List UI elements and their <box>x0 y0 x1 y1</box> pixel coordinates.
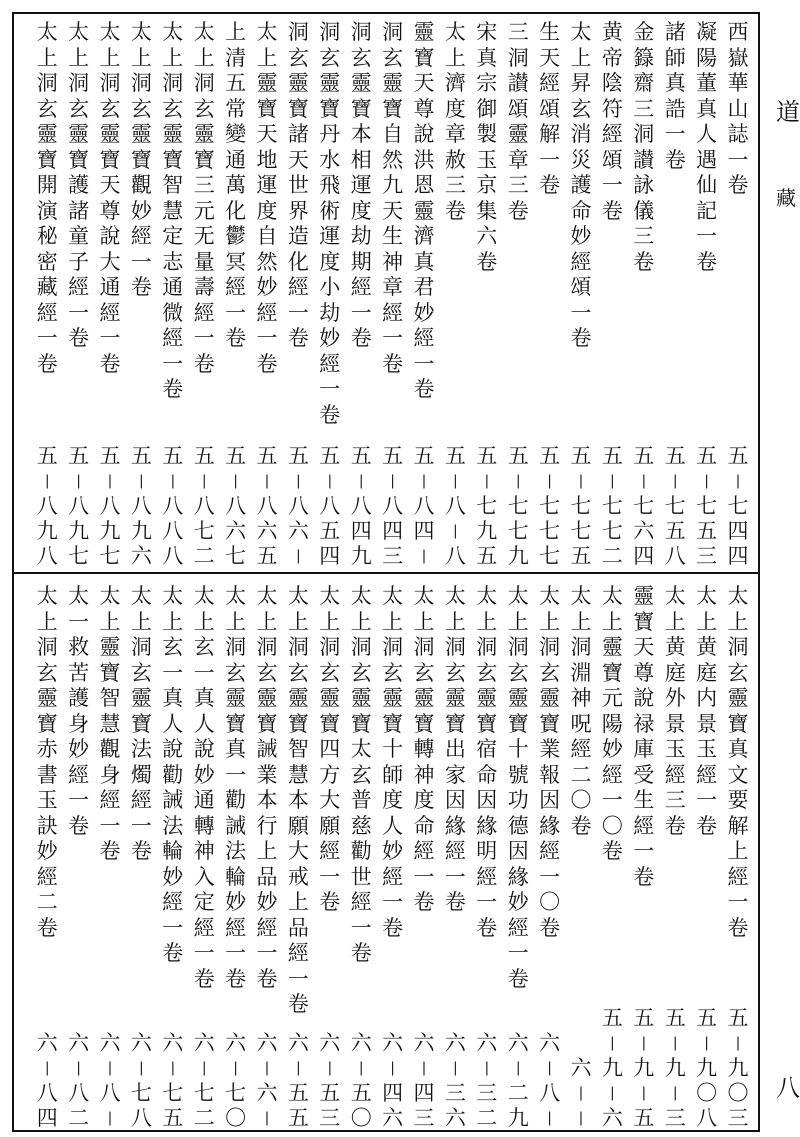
top-entry-page: 五 | 八 九 六 <box>130 444 152 568</box>
bottom-entry-title: 太 上 洞 玄 靈 寶 法 燭 經 一 卷 <box>130 584 152 863</box>
bottom-entry-title: 太 上 洞 玄 靈 寶 誡 業 本 行 上 品 妙 經 一 卷 <box>256 584 278 991</box>
top-entry-title: 金 籙 齋 三 洞 讃 詠 儀 三 卷 <box>633 20 655 274</box>
top-entry-title: 太 上 昇 玄 消 災 護 命 妙 經 頌 一 卷 <box>570 20 592 350</box>
bottom-entry-title: 太 上 洞 玄 靈 寶 赤 書 玉 訣 妙 經 二 卷 <box>36 584 58 940</box>
bottom-entry-title: 太 上 洞 玄 靈 寶 轉 神 度 命 經 一 卷 <box>413 584 435 914</box>
bottom-entry-page: 六 | 八 | <box>539 1031 561 1126</box>
bottom-entry-title: 太 上 玄 一 真 人 說 妙 通 轉 神 入 定 經 一 卷 <box>193 584 215 991</box>
bottom-entry-title: 靈 寶 天 尊 說 禄 庫 受 生 經 一 卷 <box>633 584 655 889</box>
top-entry-title: 西 嶽 華 山 誌 一 卷 <box>727 20 749 197</box>
top-entry-page: 五 | 八 七 二 <box>193 444 215 568</box>
top-entry-title: 三 洞 讃 頌 靈 章 三 卷 <box>507 20 529 223</box>
top-entry-title: 太 上 洞 玄 靈 寶 觀 妙 經 一 卷 <box>130 20 152 299</box>
top-entry-title: 諸 師 真 誥 一 卷 <box>664 20 686 172</box>
bottom-entry-page: 六 | 五 〇 <box>350 1031 372 1130</box>
bottom-entry-title: 太 上 洞 玄 靈 寶 業 報 因 緣 經 一 〇 卷 <box>539 584 561 940</box>
bottom-entry-title: 太 上 黄 庭 内 景 玉 經 一 卷 <box>696 584 718 838</box>
bottom-entry-page: 六 | 七 八 <box>130 1031 152 1130</box>
top-entry-page: 五 | 七 七 七 <box>539 444 561 568</box>
bottom-entry-page: 六 | 三 二 <box>476 1031 498 1130</box>
bottom-entry-page: 六 | 八 四 <box>36 1031 58 1130</box>
page-number-text: 八 <box>776 1074 800 1102</box>
top-entry-page: 五 | 八 | 八 <box>444 444 466 568</box>
bottom-entry-page: 六 | 七 二 <box>193 1031 215 1130</box>
top-entry-title: 洞 玄 靈 寶 本 相 運 度 劫 期 經 一 卷 <box>350 20 372 350</box>
top-entry-page: 五 | 七 四 四 <box>727 444 749 568</box>
bottom-entry-title: 太 一 救 苦 護 身 妙 經 一 卷 <box>68 584 90 838</box>
top-entry-title: 生 天 經 頌 解 一 卷 <box>539 20 561 197</box>
top-entry-page: 五 | 七 七 二 <box>601 444 623 568</box>
bottom-entry-title: 太 上 洞 玄 靈 寶 智 慧 本 願 大 戒 上 品 經 一 卷 <box>287 584 309 1016</box>
top-entry-title: 凝 陽 董 真 人 遇 仙 記 一 卷 <box>696 20 718 274</box>
bottom-entry-page: 五 | 九 〇 八 <box>696 1006 718 1130</box>
margin-char: 藏 <box>776 186 796 210</box>
top-entry-title: 洞 玄 靈 寶 自 然 九 天 生 神 章 經 一 卷 <box>382 20 404 376</box>
top-entry-page: 五 | 八 六 | <box>287 444 309 564</box>
bottom-entry-page: 六 | 三 六 <box>444 1031 466 1130</box>
top-entry-page: 五 | 七 七 五 <box>570 444 592 568</box>
page-number <box>776 1068 800 1103</box>
top-entry-title: 太 上 靈 寶 天 地 運 度 自 然 妙 經 一 卷 <box>256 20 278 376</box>
bottom-entry-title: 太 上 洞 玄 靈 寶 十 號 功 德 因 緣 妙 經 一 卷 <box>507 584 529 991</box>
top-entry-page: 五 | 七 七 九 <box>507 444 529 568</box>
bottom-entry-page: 五 | 九 | 三 <box>664 1006 686 1130</box>
bottom-entry-title: 太 上 洞 玄 靈 寶 太 玄 普 慈 勸 世 經 一 卷 <box>350 584 372 965</box>
bottom-entry-title: 太 上 玄 一 真 人 說 勸 誡 法 輪 妙 經 一 卷 <box>162 584 184 965</box>
top-entry-title: 黄 帝 陰 符 經 頌 一 卷 <box>601 20 623 223</box>
bottom-entry-page: 六 | 八 | <box>99 1031 121 1126</box>
margin-label-zang <box>776 182 796 211</box>
bottom-entry-page: 六 | 四 三 <box>413 1031 435 1130</box>
top-entry-title: 太 上 洞 玄 靈 寶 開 演 秘 密 藏 經 一 卷 <box>36 20 58 376</box>
bottom-entry-page: 六 | 二 九 <box>507 1031 529 1130</box>
top-entry-title: 太 上 洞 玄 靈 寶 護 諸 童 子 經 一 卷 <box>68 20 90 350</box>
bottom-entry-page: 六 | 七 五 <box>162 1031 184 1130</box>
top-entry-page: 五 | 八 五 四 <box>319 444 341 568</box>
bottom-entry-page: 五 | 九 | 五 <box>633 1006 655 1130</box>
bottom-entry-title: 太 上 洞 淵 神 呪 經 二 〇 卷 <box>570 584 592 838</box>
bottom-entry-title: 太 上 洞 玄 靈 寶 四 方 大 願 經 一 卷 <box>319 584 341 914</box>
top-entry-page: 五 | 七 五 八 <box>664 444 686 568</box>
top-entry-title: 宋 真 宗 御 製 玉 京 集 六 卷 <box>476 20 498 274</box>
bottom-entry-page: 六 | 七 〇 <box>225 1031 247 1130</box>
bottom-entry-title: 太 上 黄 庭 外 景 玉 經 三 卷 <box>664 584 686 838</box>
top-entry-page: 五 | 八 四 三 <box>382 444 404 568</box>
bottom-entry-page: 五 | 九 | 六 <box>601 1006 623 1130</box>
bottom-entry-page: 六 | 六 | <box>256 1031 278 1126</box>
bottom-entry-title: 太 上 靈 寶 智 慧 觀 身 經 一 卷 <box>99 584 121 863</box>
bottom-entry-title: 太 上 洞 玄 靈 寶 十 師 度 人 妙 經 一 卷 <box>382 584 404 940</box>
top-entry-page: 五 | 八 六 七 <box>225 444 247 568</box>
bottom-entry-title: 太 上 洞 玄 靈 寶 真 一 勸 誡 法 輪 妙 經 一 卷 <box>225 584 247 991</box>
top-entry-page: 五 | 八 九 七 <box>99 444 121 568</box>
bottom-entry-title: 太 上 洞 玄 靈 寶 出 家 因 緣 經 一 卷 <box>444 584 466 914</box>
bottom-entry-page: 五 | 九 〇 三 <box>727 1006 749 1130</box>
top-entry-title: 太 上 洞 玄 靈 寶 三 元 无 量 壽 經 一 卷 <box>193 20 215 376</box>
top-entry-page: 五 | 八 八 八 <box>162 444 184 568</box>
bottom-entry-page: 六 | 五 三 <box>319 1031 341 1130</box>
top-entry-title: 洞 玄 靈 寶 丹 水 飛 術 運 度 小 劫 妙 經 一 卷 <box>319 20 341 427</box>
bottom-entry-title: 太 上 洞 玄 靈 寶 宿 命 因 緣 明 經 一 卷 <box>476 584 498 940</box>
top-entry-page: 五 | 八 九 八 <box>36 444 58 568</box>
top-entry-page: 五 | 八 四 | <box>413 444 435 564</box>
bottom-entry-page: 六 | | <box>570 1056 592 1126</box>
top-entry-title: 太 上 洞 玄 靈 寶 智 慧 定 志 通 微 經 一 卷 <box>162 20 184 401</box>
top-entry-title: 太 上 洞 玄 靈 寶 天 尊 說 大 通 經 一 卷 <box>99 20 121 376</box>
top-entry-title: 靈 寶 天 尊 說 洪 恩 靈 濟 真 君 妙 經 一 卷 <box>413 20 435 401</box>
margin-label-dao <box>776 92 800 127</box>
top-entry-page: 五 | 八 六 五 <box>256 444 278 568</box>
top-entry-page: 五 | 八 九 七 <box>68 444 90 568</box>
section-divider <box>12 572 760 574</box>
bottom-entry-page: 六 | 八 二 <box>68 1031 90 1130</box>
top-entry-title: 太 上 濟 度 章 赦 三 卷 <box>444 20 466 223</box>
bottom-entry-title: 太 上 洞 玄 靈 寶 真 文 要 解 上 經 一 卷 <box>727 584 749 940</box>
top-entry-page: 五 | 八 四 九 <box>350 444 372 568</box>
bottom-entry-page: 六 | 五 五 <box>287 1031 309 1130</box>
top-entry-page: 五 | 七 九 五 <box>476 444 498 568</box>
top-entry-title: 洞 玄 靈 寶 諸 天 世 界 造 化 經 一 卷 <box>287 20 309 350</box>
bottom-entry-page: 六 | 四 六 <box>382 1031 404 1130</box>
top-entry-page: 五 | 七 六 四 <box>633 444 655 568</box>
top-entry-title: 上 清 五 常 變 通 萬 化 鬱 冥 經 一 卷 <box>225 20 247 350</box>
margin-char: 道 <box>776 98 800 126</box>
bottom-entry-title: 太 上 靈 寶 元 陽 妙 經 一 〇 卷 <box>601 584 623 863</box>
top-entry-page: 五 | 七 五 三 <box>696 444 718 568</box>
